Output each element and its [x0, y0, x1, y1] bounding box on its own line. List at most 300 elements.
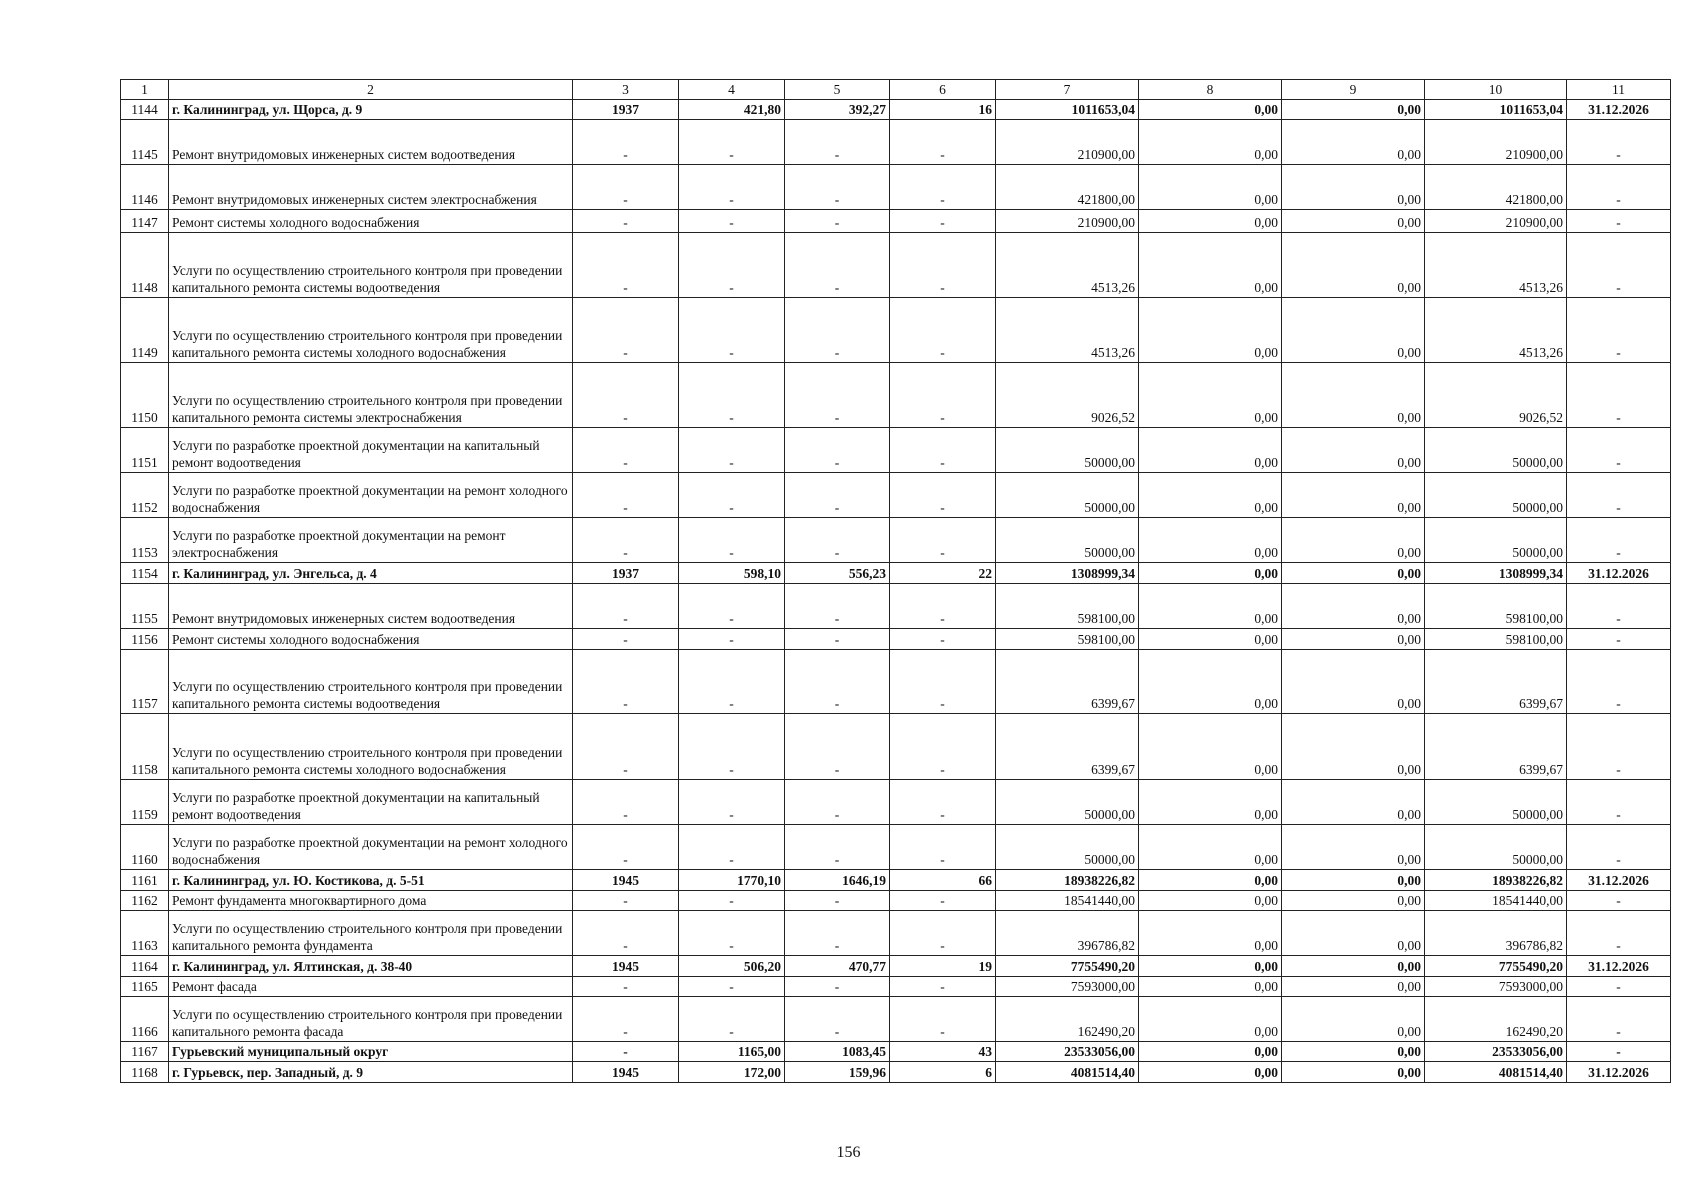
cell-c11: -	[1567, 120, 1671, 165]
cell-c11: 31.12.2026	[1567, 563, 1671, 584]
cell-c11: 31.12.2026	[1567, 100, 1671, 120]
row-number: 1159	[121, 780, 169, 825]
cell-c11: -	[1567, 891, 1671, 911]
cell-c8: 0,00	[1139, 233, 1282, 298]
cell-c7: 210900,00	[996, 210, 1139, 233]
work-description-cell: Ремонт фасада	[169, 977, 573, 997]
address-cell: г. Калининград, ул. Энгельса, д. 4	[169, 563, 573, 584]
cell-c10: 1011653,04	[1425, 100, 1567, 120]
column-header-6: 6	[890, 80, 996, 100]
cell-c3: -	[573, 997, 679, 1042]
cell-c11: -	[1567, 298, 1671, 363]
table-row	[121, 563, 1671, 584]
table-row	[121, 629, 1671, 650]
work-description-cell: Услуги по осуществлению строительного контроля при проведении капитального ремонта фундамента	[169, 911, 573, 956]
cell-c10: 1308999,34	[1425, 563, 1567, 584]
cell-c8: 0,00	[1139, 298, 1282, 363]
row-number: 1152	[121, 473, 169, 518]
cell-c5: -	[785, 714, 890, 780]
cell-c3: -	[573, 298, 679, 363]
cell-c8: 0,00	[1139, 650, 1282, 714]
cell-c8: 0,00	[1139, 210, 1282, 233]
table-row	[121, 233, 1671, 298]
work-description-cell: Ремонт системы холодного водоснабжения	[169, 210, 573, 233]
cell-c5: -	[785, 473, 890, 518]
cell-c10: 598100,00	[1425, 584, 1567, 629]
table-row	[121, 428, 1671, 473]
cell-c3: 1937	[573, 563, 679, 584]
work-description-cell: Услуги по осуществлению строительного контроля при проведении капитального ремонта системы водоотведения	[169, 650, 573, 714]
cell-c7: 396786,82	[996, 911, 1139, 956]
cell-c8: 0,00	[1139, 780, 1282, 825]
cell-c6: -	[890, 584, 996, 629]
row-number: 1156	[121, 629, 169, 650]
cell-c4: 1165,00	[679, 1042, 785, 1062]
cell-c6: -	[890, 977, 996, 997]
cell-c10: 50000,00	[1425, 780, 1567, 825]
table-row	[121, 584, 1671, 629]
table-row	[121, 1042, 1671, 1062]
work-description-cell: Услуги по разработке проектной документации на ремонт холодного водоснабжения	[169, 473, 573, 518]
cell-c8: 0,00	[1139, 977, 1282, 997]
row-number: 1150	[121, 363, 169, 428]
cell-c11: -	[1567, 714, 1671, 780]
cell-c6: 43	[890, 1042, 996, 1062]
cell-c4: -	[679, 518, 785, 563]
cell-c4: -	[679, 210, 785, 233]
cell-c8: 0,00	[1139, 997, 1282, 1042]
cell-c4: 172,00	[679, 1062, 785, 1083]
cell-c9: 0,00	[1282, 428, 1425, 473]
cell-c5: -	[785, 165, 890, 210]
cell-c4: -	[679, 120, 785, 165]
cell-c9: 0,00	[1282, 780, 1425, 825]
cell-c5: -	[785, 650, 890, 714]
capital-repair-table	[120, 79, 1671, 1083]
table-body	[121, 100, 1671, 1083]
cell-c10: 4081514,40	[1425, 1062, 1567, 1083]
cell-c4: -	[679, 911, 785, 956]
work-description-cell: Услуги по осуществлению строительного контроля при проведении капитального ремонта системы электроснабжения	[169, 363, 573, 428]
row-number: 1161	[121, 870, 169, 891]
cell-c9: 0,00	[1282, 233, 1425, 298]
cell-c8: 0,00	[1139, 825, 1282, 870]
cell-c4: -	[679, 997, 785, 1042]
cell-c3: -	[573, 233, 679, 298]
cell-c11: -	[1567, 997, 1671, 1042]
cell-c3: -	[573, 825, 679, 870]
cell-c8: 0,00	[1139, 100, 1282, 120]
cell-c3: 1945	[573, 1062, 679, 1083]
work-description-cell: Ремонт внутридомовых инженерных систем водоотведения	[169, 120, 573, 165]
column-header-1: 1	[121, 80, 169, 100]
cell-c7: 6399,67	[996, 650, 1139, 714]
cell-c9: 0,00	[1282, 956, 1425, 977]
cell-c11: -	[1567, 911, 1671, 956]
cell-c3: -	[573, 977, 679, 997]
cell-c8: 0,00	[1139, 473, 1282, 518]
row-number: 1149	[121, 298, 169, 363]
cell-c3: -	[573, 473, 679, 518]
cell-c10: 210900,00	[1425, 120, 1567, 165]
column-header-7: 7	[996, 80, 1139, 100]
cell-c5: -	[785, 977, 890, 997]
cell-c6: -	[890, 210, 996, 233]
cell-c9: 0,00	[1282, 518, 1425, 563]
cell-c8: 0,00	[1139, 584, 1282, 629]
address-cell: г. Калининград, ул. Ялтинская, д. 38-40	[169, 956, 573, 977]
table-row	[121, 473, 1671, 518]
cell-c7: 1011653,04	[996, 100, 1139, 120]
cell-c10: 6399,67	[1425, 650, 1567, 714]
work-description-cell: Услуги по разработке проектной документации на капитальный ремонт водоотведения	[169, 780, 573, 825]
cell-c3: -	[573, 518, 679, 563]
row-number: 1145	[121, 120, 169, 165]
work-description-cell: Услуги по разработке проектной документации на ремонт холодного водоснабжения	[169, 825, 573, 870]
cell-c4: 1770,10	[679, 870, 785, 891]
cell-c6: -	[890, 825, 996, 870]
cell-c11: -	[1567, 210, 1671, 233]
cell-c6: -	[890, 120, 996, 165]
cell-c5: -	[785, 120, 890, 165]
cell-c4: 421,80	[679, 100, 785, 120]
cell-c3: -	[573, 650, 679, 714]
cell-c8: 0,00	[1139, 1062, 1282, 1083]
table-row	[121, 911, 1671, 956]
cell-c9: 0,00	[1282, 825, 1425, 870]
page-number: 156	[836, 1144, 861, 1161]
cell-c3: -	[573, 911, 679, 956]
cell-c10: 23533056,00	[1425, 1042, 1567, 1062]
cell-c9: 0,00	[1282, 210, 1425, 233]
address-cell: Гурьевский муниципальный округ	[169, 1042, 573, 1062]
header-row	[121, 80, 1671, 100]
cell-c7: 18938226,82	[996, 870, 1139, 891]
cell-c7: 23533056,00	[996, 1042, 1139, 1062]
cell-c11: -	[1567, 977, 1671, 997]
cell-c7: 421800,00	[996, 165, 1139, 210]
cell-c5: -	[785, 363, 890, 428]
cell-c7: 4513,26	[996, 233, 1139, 298]
cell-c4: -	[679, 629, 785, 650]
row-number: 1155	[121, 584, 169, 629]
cell-c8: 0,00	[1139, 428, 1282, 473]
table-row	[121, 650, 1671, 714]
column-header-4: 4	[679, 80, 785, 100]
cell-c4: -	[679, 891, 785, 911]
cell-c10: 50000,00	[1425, 473, 1567, 518]
cell-c6: -	[890, 997, 996, 1042]
cell-c11: -	[1567, 629, 1671, 650]
work-description-cell: Услуги по разработке проектной документации на ремонт электроснабжения	[169, 518, 573, 563]
cell-c6: -	[890, 363, 996, 428]
work-description-cell: Ремонт внутридомовых инженерных систем электроснабжения	[169, 165, 573, 210]
cell-c9: 0,00	[1282, 997, 1425, 1042]
column-header-5: 5	[785, 80, 890, 100]
cell-c9: 0,00	[1282, 100, 1425, 120]
cell-c9: 0,00	[1282, 891, 1425, 911]
cell-c11: -	[1567, 363, 1671, 428]
column-header-9: 9	[1282, 80, 1425, 100]
cell-c6: -	[890, 518, 996, 563]
cell-c11: -	[1567, 428, 1671, 473]
cell-c4: -	[679, 165, 785, 210]
row-number: 1166	[121, 997, 169, 1042]
cell-c9: 0,00	[1282, 165, 1425, 210]
cell-c8: 0,00	[1139, 714, 1282, 780]
cell-c11: -	[1567, 780, 1671, 825]
cell-c4: 598,10	[679, 563, 785, 584]
cell-c9: 0,00	[1282, 120, 1425, 165]
cell-c7: 7755490,20	[996, 956, 1139, 977]
row-number: 1154	[121, 563, 169, 584]
column-header-8: 8	[1139, 80, 1282, 100]
work-description-cell: Услуги по осуществлению строительного контроля при проведении капитального ремонта фасада	[169, 997, 573, 1042]
cell-c5: -	[785, 891, 890, 911]
cell-c6: 22	[890, 563, 996, 584]
row-number: 1146	[121, 165, 169, 210]
column-header-11: 11	[1567, 80, 1671, 100]
table-row	[121, 120, 1671, 165]
cell-c10: 6399,67	[1425, 714, 1567, 780]
cell-c3: -	[573, 210, 679, 233]
cell-c9: 0,00	[1282, 977, 1425, 997]
cell-c4: -	[679, 650, 785, 714]
cell-c8: 0,00	[1139, 911, 1282, 956]
table-row	[121, 977, 1671, 997]
cell-c4: -	[679, 473, 785, 518]
cell-c5: -	[785, 997, 890, 1042]
cell-c11: -	[1567, 233, 1671, 298]
cell-c8: 0,00	[1139, 165, 1282, 210]
row-number: 1153	[121, 518, 169, 563]
cell-c11: -	[1567, 1042, 1671, 1062]
cell-c5: 392,27	[785, 100, 890, 120]
work-description-cell: Услуги по осуществлению строительного контроля при проведении капитального ремонта системы холодного водоснабжения	[169, 714, 573, 780]
cell-c5: 470,77	[785, 956, 890, 977]
row-number: 1164	[121, 956, 169, 977]
cell-c7: 598100,00	[996, 629, 1139, 650]
cell-c8: 0,00	[1139, 891, 1282, 911]
cell-c8: 0,00	[1139, 518, 1282, 563]
cell-c11: -	[1567, 165, 1671, 210]
cell-c5: -	[785, 210, 890, 233]
cell-c3: 1945	[573, 956, 679, 977]
cell-c4: -	[679, 363, 785, 428]
row-number: 1148	[121, 233, 169, 298]
work-description-cell: Ремонт фундамента многоквартирного дома	[169, 891, 573, 911]
work-description-cell: Услуги по осуществлению строительного контроля при проведении капитального ремонта системы водоотведения	[169, 233, 573, 298]
cell-c4: -	[679, 977, 785, 997]
cell-c11: -	[1567, 584, 1671, 629]
cell-c7: 50000,00	[996, 428, 1139, 473]
cell-c9: 0,00	[1282, 584, 1425, 629]
cell-c3: -	[573, 780, 679, 825]
row-number: 1163	[121, 911, 169, 956]
cell-c5: -	[785, 298, 890, 363]
cell-c3: -	[573, 120, 679, 165]
cell-c7: 162490,20	[996, 997, 1139, 1042]
cell-c6: -	[890, 473, 996, 518]
table-row	[121, 956, 1671, 977]
cell-c9: 0,00	[1282, 911, 1425, 956]
cell-c7: 598100,00	[996, 584, 1139, 629]
cell-c11: 31.12.2026	[1567, 956, 1671, 977]
cell-c6: 16	[890, 100, 996, 120]
cell-c6: 19	[890, 956, 996, 977]
cell-c9: 0,00	[1282, 563, 1425, 584]
cell-c8: 0,00	[1139, 956, 1282, 977]
cell-c3: -	[573, 165, 679, 210]
cell-c5: 1083,45	[785, 1042, 890, 1062]
cell-c8: 0,00	[1139, 563, 1282, 584]
row-number: 1162	[121, 891, 169, 911]
work-description-cell: Услуги по разработке проектной документации на капитальный ремонт водоотведения	[169, 428, 573, 473]
cell-c7: 18541440,00	[996, 891, 1139, 911]
cell-c8: 0,00	[1139, 363, 1282, 428]
cell-c4: -	[679, 780, 785, 825]
cell-c6: -	[890, 891, 996, 911]
cell-c7: 50000,00	[996, 518, 1139, 563]
cell-c7: 50000,00	[996, 825, 1139, 870]
cell-c10: 7755490,20	[1425, 956, 1567, 977]
table-row	[121, 714, 1671, 780]
cell-c3: 1937	[573, 100, 679, 120]
cell-c11: -	[1567, 650, 1671, 714]
cell-c4: -	[679, 584, 785, 629]
cell-c9: 0,00	[1282, 629, 1425, 650]
row-number: 1160	[121, 825, 169, 870]
cell-c3: -	[573, 1042, 679, 1062]
cell-c5: -	[785, 233, 890, 298]
cell-c6: -	[890, 428, 996, 473]
cell-c4: -	[679, 825, 785, 870]
cell-c3: -	[573, 428, 679, 473]
row-number: 1157	[121, 650, 169, 714]
cell-c9: 0,00	[1282, 363, 1425, 428]
table-row	[121, 100, 1671, 120]
cell-c9: 0,00	[1282, 1062, 1425, 1083]
cell-c8: 0,00	[1139, 870, 1282, 891]
table-row	[121, 518, 1671, 563]
cell-c9: 0,00	[1282, 650, 1425, 714]
table-row	[121, 891, 1671, 911]
address-cell: г. Гурьевск, пер. Западный, д. 9	[169, 1062, 573, 1083]
cell-c10: 7593000,00	[1425, 977, 1567, 997]
work-description-cell: Услуги по осуществлению строительного контроля при проведении капитального ремонта системы холодного водоснабжения	[169, 298, 573, 363]
cell-c7: 9026,52	[996, 363, 1139, 428]
cell-c10: 50000,00	[1425, 518, 1567, 563]
cell-c10: 4513,26	[1425, 298, 1567, 363]
cell-c3: 1945	[573, 870, 679, 891]
cell-c5: -	[785, 518, 890, 563]
cell-c5: 159,96	[785, 1062, 890, 1083]
cell-c10: 162490,20	[1425, 997, 1567, 1042]
row-number: 1158	[121, 714, 169, 780]
cell-c5: -	[785, 911, 890, 956]
table-row	[121, 363, 1671, 428]
cell-c6: -	[890, 298, 996, 363]
cell-c10: 598100,00	[1425, 629, 1567, 650]
cell-c7: 1308999,34	[996, 563, 1139, 584]
cell-c6: -	[890, 650, 996, 714]
cell-c3: -	[573, 629, 679, 650]
cell-c5: -	[785, 428, 890, 473]
cell-c10: 210900,00	[1425, 210, 1567, 233]
cell-c5: 1646,19	[785, 870, 890, 891]
cell-c4: -	[679, 714, 785, 780]
cell-c6: -	[890, 780, 996, 825]
cell-c10: 396786,82	[1425, 911, 1567, 956]
cell-c11: -	[1567, 473, 1671, 518]
cell-c9: 0,00	[1282, 870, 1425, 891]
cell-c6: -	[890, 165, 996, 210]
cell-c5: -	[785, 825, 890, 870]
cell-c11: -	[1567, 518, 1671, 563]
cell-c5: -	[785, 780, 890, 825]
cell-c7: 4513,26	[996, 298, 1139, 363]
row-number: 1144	[121, 100, 169, 120]
cell-c6: -	[890, 714, 996, 780]
cell-c7: 6399,67	[996, 714, 1139, 780]
cell-c7: 7593000,00	[996, 977, 1139, 997]
cell-c7: 50000,00	[996, 473, 1139, 518]
cell-c9: 0,00	[1282, 1042, 1425, 1062]
row-number: 1167	[121, 1042, 169, 1062]
address-cell: г. Калининград, ул. Щорса, д. 9	[169, 100, 573, 120]
row-number: 1147	[121, 210, 169, 233]
table-row	[121, 997, 1671, 1042]
cell-c4: -	[679, 428, 785, 473]
cell-c3: -	[573, 891, 679, 911]
cell-c9: 0,00	[1282, 473, 1425, 518]
cell-c4: -	[679, 298, 785, 363]
cell-c11: 31.12.2026	[1567, 1062, 1671, 1083]
cell-c11: 31.12.2026	[1567, 870, 1671, 891]
column-header-3: 3	[573, 80, 679, 100]
work-description-cell: Ремонт системы холодного водоснабжения	[169, 629, 573, 650]
table-row	[121, 870, 1671, 891]
table-row	[121, 1062, 1671, 1083]
work-description-cell: Ремонт внутридомовых инженерных систем водоотведения	[169, 584, 573, 629]
row-number: 1168	[121, 1062, 169, 1083]
address-cell: г. Калининград, ул. Ю. Костикова, д. 5-51	[169, 870, 573, 891]
column-header-2: 2	[169, 80, 573, 100]
cell-c6: -	[890, 629, 996, 650]
cell-c10: 421800,00	[1425, 165, 1567, 210]
cell-c3: -	[573, 363, 679, 428]
column-header-10: 10	[1425, 80, 1567, 100]
cell-c6: -	[890, 233, 996, 298]
cell-c6: 66	[890, 870, 996, 891]
cell-c5: 556,23	[785, 563, 890, 584]
cell-c8: 0,00	[1139, 1042, 1282, 1062]
cell-c3: -	[573, 714, 679, 780]
table-row	[121, 825, 1671, 870]
cell-c4: 506,20	[679, 956, 785, 977]
cell-c10: 4513,26	[1425, 233, 1567, 298]
cell-c4: -	[679, 233, 785, 298]
cell-c11: -	[1567, 825, 1671, 870]
cell-c5: -	[785, 584, 890, 629]
cell-c7: 50000,00	[996, 780, 1139, 825]
table-row	[121, 210, 1671, 233]
row-number: 1165	[121, 977, 169, 997]
cell-c9: 0,00	[1282, 298, 1425, 363]
cell-c10: 18541440,00	[1425, 891, 1567, 911]
cell-c10: 50000,00	[1425, 825, 1567, 870]
cell-c10: 50000,00	[1425, 428, 1567, 473]
